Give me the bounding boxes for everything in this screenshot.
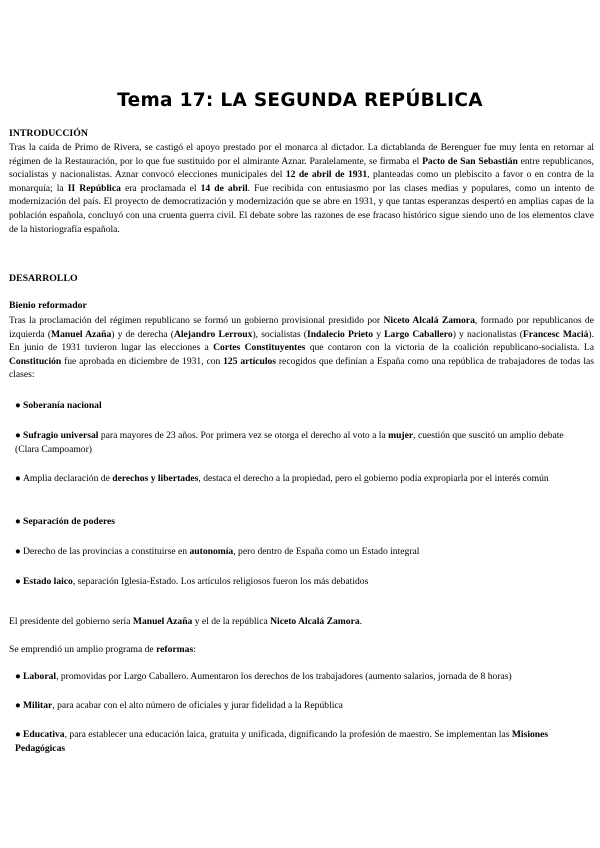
- list-item: ● Estado laico, separación Iglesia-Estado. Los artículos religiosos fueron los más debatidos: [15, 576, 369, 587]
- bullet-icon: ●: [15, 671, 21, 682]
- list-item: ● Derecho de las provincias a constituirse en autonomía, pero dentro de España como un Estado integral: [15, 546, 420, 557]
- list-item: ● Separación de poderes: [15, 516, 116, 527]
- bienio-subheading: Bienio reformador: [9, 300, 87, 311]
- list-item: ● Militar, para acabar con el alto número de oficiales y jurar fidelidad a la República: [15, 700, 343, 711]
- list-item: ● Amplia declaración de derechos y libertades, destaca el derecho a la propiedad, pero el gobierno podía expropiarla por el interés común: [15, 473, 549, 484]
- list-item: ● Soberanía nacional: [15, 400, 102, 411]
- reformas-line: Se emprendió un amplio programa de reformas:: [9, 644, 196, 655]
- bullet-icon: ●: [15, 729, 21, 740]
- bullet-icon: ●: [15, 576, 21, 587]
- bullet-icon: ●: [15, 546, 21, 557]
- bullet-icon: ●: [15, 430, 21, 441]
- page-title: Tema 17: LA SEGUNDA REPÚBLICA: [117, 90, 483, 111]
- intro-heading: INTRODUCCIÓN: [9, 128, 88, 139]
- presidente-line: El presidente del gobierno sería Manuel Azaña y el de la república Niceto Alcalá Zamora.: [9, 616, 363, 627]
- list-item: ● Sufragio universal para mayores de 23 años. Por primera vez se otorga el derecho al voto a la mujer, cuestión que suscitó un amplio debate (Clara Campoamor): [15, 430, 564, 455]
- intro-paragraph: Tras la caída de Primo de Rivera, se castigó el apoyo prestado por el monarca al dictador. La dictablanda de Berenguer fue muy lenta en retornar al régimen de la Restauración, por lo que fue sustituido por el almirante Aznar. Paralelamente, se firmaba el Pacto de San Sebastián entre republicanos, socialistas y nacionalistas. Aznar convocó elecciones municipales del 12 de abril de 1931, planteadas como un plebiscito a favor o en contra de la monarquía; la II República era proclamada el 14 de abril. Fue recibida con entusiasmo por las clases medias y populares, como un intento de modernización del país. El proyecto de democratización y modernización que se abre en 1931, y que tantas esperanzas despertó en amplias capas de la población española, concluyó con una cruenta guerra civil. El debate sobre las razones de ese fracaso histórico sigue siendo uno de los elementos clave de la historiografía española.: [9, 142, 594, 235]
- list-item: ● Educativa, para establecer una educación laica, gratuita y unificada, dignificando la profesión de maestro. Se implementan las Misiones Pedagógicas: [15, 729, 549, 754]
- bullet-icon: ●: [15, 700, 21, 711]
- bullet-icon: ●: [15, 473, 21, 484]
- bienio-paragraph: Tras la proclamación del régimen republicano se formó un gobierno provisional presidido por Niceto Alcalá Zamora, formado por republicanos de izquierda (Manuel Azaña) y de derecha (Alejandro Lerroux), socialistas (Indalecio Prieto y Largo Caballero) y nacionalistas (Francesc Maciá). En junio de 1931 tuvieron lugar las elecciones a Cortes Constituyentes que contaron con la victoria de la coalición republicano-socialista. La Constitución fue aprobada en diciembre de 1931, con 125 artículos recogidos que definían a España como una república de trabajadores de todas las clases:: [9, 315, 595, 381]
- bullet-icon: ●: [15, 400, 21, 411]
- bullet-icon: ●: [15, 516, 21, 527]
- list-item: ● Laboral, promovidas por Largo Caballero. Aumentaron los derechos de los trabajadores (aumento salarios, jornada de 8 horas): [15, 671, 512, 682]
- desarrollo-heading: DESARROLLO: [9, 273, 78, 284]
